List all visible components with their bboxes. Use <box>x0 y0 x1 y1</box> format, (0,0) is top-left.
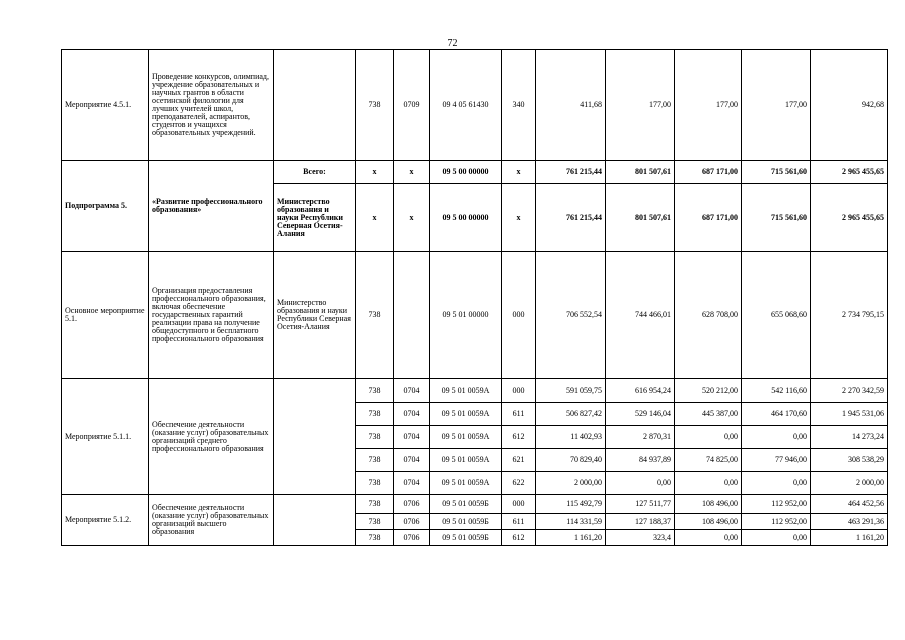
cell-csr: 09 5 01 0059Б <box>430 495 502 514</box>
row-description: Обеспечение деятельности (оказание услуг) образовательных организаций среднего профессионального образования <box>149 379 274 495</box>
cell-total: 1 945 531,06 <box>811 403 888 426</box>
row-executor: Министерство образования и науки Республики Северная Осетия-Алания <box>274 252 356 379</box>
cell-value-3: 628 708,00 <box>675 252 742 379</box>
cell-value-2: 2 870,31 <box>606 426 675 449</box>
cell-value-2: 529 146,04 <box>606 403 675 426</box>
cell-total: 2 270 342,59 <box>811 379 888 403</box>
cell-value-3: 177,00 <box>675 50 742 161</box>
row-description: Проведение конкурсов, олимпиад, учреждение образовательных и научных грантов в области осетинской филологии для лучших учителей школ, преподавателей, аспирантов, студентов и учащихся образовательных учреждений. <box>149 50 274 161</box>
cell-total: 2 000,00 <box>811 472 888 495</box>
cell-rzpr: 0706 <box>394 514 430 530</box>
cell-grbs: 738 <box>356 252 394 379</box>
cell-csr: 09 4 05 61430 <box>430 50 502 161</box>
cell-grbs: 738 <box>356 403 394 426</box>
cell-value-1: 706 552,54 <box>536 252 606 379</box>
cell-value-2: 744 466,01 <box>606 252 675 379</box>
cell-value-2: 323,4 <box>606 530 675 546</box>
cell-grbs: х <box>356 184 394 252</box>
row-description: Обеспечение деятельности (оказание услуг) образовательных организаций высшего образования <box>149 495 274 546</box>
row-executor <box>274 50 356 161</box>
cell-grbs: 738 <box>356 472 394 495</box>
cell-csr: 09 5 01 0059Б <box>430 514 502 530</box>
cell-total: 308 538,29 <box>811 449 888 472</box>
cell-value-1: 70 829,40 <box>536 449 606 472</box>
cell-csr: 09 5 01 0059А <box>430 449 502 472</box>
cell-value-4: 715 561,60 <box>742 161 811 184</box>
cell-rzpr: 0704 <box>394 472 430 495</box>
cell-csr: 09 5 01 0059А <box>430 403 502 426</box>
cell-value-1: 11 402,93 <box>536 426 606 449</box>
cell-vr: 621 <box>502 449 536 472</box>
cell-total: 2 965 455,65 <box>811 161 888 184</box>
cell-vr: 612 <box>502 530 536 546</box>
cell-csr: 09 5 00 00000 <box>430 161 502 184</box>
cell-value-4: 655 068,60 <box>742 252 811 379</box>
cell-value-3: 687 171,00 <box>675 161 742 184</box>
cell-rzpr: х <box>394 184 430 252</box>
cell-value-1: 2 000,00 <box>536 472 606 495</box>
cell-rzpr: 0704 <box>394 403 430 426</box>
cell-grbs: 738 <box>356 426 394 449</box>
cell-value-4: 464 170,60 <box>742 403 811 426</box>
cell-value-3: 108 496,00 <box>675 514 742 530</box>
row-label: Мероприятие 5.1.1. <box>62 379 149 495</box>
cell-value-1: 115 492,79 <box>536 495 606 514</box>
cell-grbs: 738 <box>356 50 394 161</box>
cell-value-1: 506 827,42 <box>536 403 606 426</box>
cell-rzpr: 0704 <box>394 379 430 403</box>
cell-vr: 611 <box>502 514 536 530</box>
row-description: Организация предоставления профессионального образования, включая обеспечение государственных гарантий реализации права на получение общедоступного и бесплатного профессионального образования <box>149 252 274 379</box>
row-executor <box>274 495 356 546</box>
cell-value-2: 127 188,37 <box>606 514 675 530</box>
cell-rzpr: 0704 <box>394 426 430 449</box>
cell-value-4: 177,00 <box>742 50 811 161</box>
cell-grbs: 738 <box>356 530 394 546</box>
cell-value-4: 112 952,00 <box>742 495 811 514</box>
row-executor: Всего: <box>274 161 356 184</box>
cell-value-2: 177,00 <box>606 50 675 161</box>
cell-value-1: 1 161,20 <box>536 530 606 546</box>
cell-value-3: 445 387,00 <box>675 403 742 426</box>
cell-value-1: 761 215,44 <box>536 161 606 184</box>
cell-rzpr: 0704 <box>394 449 430 472</box>
table-row <box>62 379 888 403</box>
table-row <box>62 252 888 379</box>
cell-rzpr: 0709 <box>394 50 430 161</box>
row-label: Мероприятие 4.5.1. <box>62 50 149 161</box>
cell-value-3: 0,00 <box>675 530 742 546</box>
cell-csr: 09 5 01 0059А <box>430 472 502 495</box>
cell-total: 1 161,20 <box>811 530 888 546</box>
cell-total: 464 452,56 <box>811 495 888 514</box>
cell-value-3: 0,00 <box>675 472 742 495</box>
table-row <box>62 161 888 184</box>
budget-table <box>61 49 888 546</box>
cell-value-3: 74 825,00 <box>675 449 742 472</box>
cell-grbs: х <box>356 161 394 184</box>
cell-value-2: 84 937,89 <box>606 449 675 472</box>
cell-csr: 09 5 01 0059А <box>430 426 502 449</box>
cell-csr: 09 5 01 0059А <box>430 379 502 403</box>
cell-vr: 340 <box>502 50 536 161</box>
cell-total: 2 734 795,15 <box>811 252 888 379</box>
cell-value-1: 411,68 <box>536 50 606 161</box>
cell-total: 2 965 455,65 <box>811 184 888 252</box>
cell-value-3: 687 171,00 <box>675 184 742 252</box>
table-row <box>62 495 888 514</box>
cell-value-4: 0,00 <box>742 472 811 495</box>
cell-value-3: 108 496,00 <box>675 495 742 514</box>
cell-value-4: 0,00 <box>742 426 811 449</box>
cell-vr: 622 <box>502 472 536 495</box>
cell-vr: 611 <box>502 403 536 426</box>
row-label: Основное мероприятие 5.1. <box>62 252 149 379</box>
cell-value-4: 112 952,00 <box>742 514 811 530</box>
cell-total: 463 291,36 <box>811 514 888 530</box>
cell-total: 942,68 <box>811 50 888 161</box>
cell-vr: 000 <box>502 495 536 514</box>
cell-value-1: 761 215,44 <box>536 184 606 252</box>
cell-value-1: 114 331,59 <box>536 514 606 530</box>
cell-rzpr: 0706 <box>394 530 430 546</box>
cell-vr: 000 <box>502 379 536 403</box>
cell-csr: 09 5 01 00000 <box>430 252 502 379</box>
row-executor <box>274 379 356 495</box>
cell-value-3: 0,00 <box>675 426 742 449</box>
cell-value-2: 127 511,77 <box>606 495 675 514</box>
cell-value-2: 801 507,61 <box>606 184 675 252</box>
cell-vr: 612 <box>502 426 536 449</box>
cell-grbs: 738 <box>356 379 394 403</box>
cell-value-1: 591 059,75 <box>536 379 606 403</box>
cell-csr: 09 5 00 00000 <box>430 184 502 252</box>
cell-value-4: 715 561,60 <box>742 184 811 252</box>
cell-rzpr: 0706 <box>394 495 430 514</box>
cell-grbs: 738 <box>356 495 394 514</box>
cell-value-2: 616 954,24 <box>606 379 675 403</box>
cell-value-2: 0,00 <box>606 472 675 495</box>
page-number: 72 <box>447 38 458 49</box>
cell-value-4: 542 116,60 <box>742 379 811 403</box>
cell-vr: х <box>502 184 536 252</box>
row-description: «Развитие профессионального образования» <box>149 161 274 252</box>
cell-rzpr <box>394 252 430 379</box>
row-executor: Министерство образования и науки Республики Северная Осетия-Алания <box>274 184 356 252</box>
cell-grbs: 738 <box>356 449 394 472</box>
cell-value-4: 0,00 <box>742 530 811 546</box>
cell-vr: 000 <box>502 252 536 379</box>
cell-csr: 09 5 01 0059Б <box>430 530 502 546</box>
cell-grbs: 738 <box>356 514 394 530</box>
cell-rzpr: х <box>394 161 430 184</box>
row-label: Мероприятие 5.1.2. <box>62 495 149 546</box>
cell-value-3: 520 212,00 <box>675 379 742 403</box>
cell-value-4: 77 946,00 <box>742 449 811 472</box>
table-row <box>62 50 888 161</box>
cell-total: 14 273,24 <box>811 426 888 449</box>
cell-value-2: 801 507,61 <box>606 161 675 184</box>
cell-vr: х <box>502 161 536 184</box>
row-label: Подпрограмма 5. <box>62 161 149 252</box>
